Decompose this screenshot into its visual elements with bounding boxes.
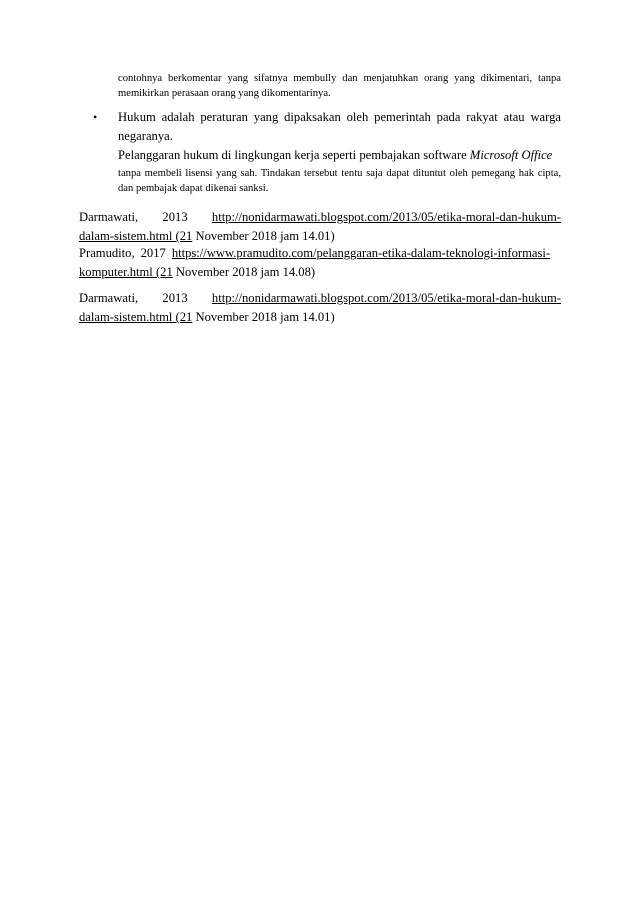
- example-lead: Pelanggaran hukum di lingkungan kerja seperti pembajakan software: [118, 148, 470, 162]
- bullet-icon: •: [93, 110, 98, 124]
- reference-year: 2013: [162, 291, 188, 305]
- example-rest: tanpa membeli lisensi yang sah. Tindakan tersebut tentu saja dapat dituntut oleh pemegang hak cipta, dan pembajak dapat dikenai sanksi.: [118, 168, 561, 194]
- example-paragraph: [118, 146, 561, 196]
- reference-author: Darmawati,: [79, 291, 139, 305]
- continuation-paragraph: contohnya berkomentar yang sifatnya membully dan menjatuhkan orang yang dikimentari, tanpa memikirkan perasaan orang yang dikomentarinya.: [118, 73, 561, 99]
- reference-year: 2017: [140, 246, 166, 260]
- reference-entry: [79, 244, 561, 282]
- reference-link[interactable]: http://nonidarmawati.blogspot.com/2013/05/etika-moral-dan-hukum-: [211, 210, 561, 224]
- reference-link[interactable]: http://nonidarmawati.blogspot.com/2013/05/etika-moral-dan-hukum-: [211, 291, 561, 305]
- reference-entry: [79, 289, 561, 327]
- reference-entry: [79, 208, 561, 246]
- reference-access: November 2018 jam 14.01): [192, 310, 335, 324]
- reference-author: Pramudito,: [79, 246, 135, 260]
- reference-link-continued[interactable]: komputer.html (21: [79, 265, 173, 279]
- reference-access: November 2018 jam 14.01): [192, 229, 335, 243]
- example-italic: Microsoft Office: [469, 148, 553, 162]
- reference-link-continued[interactable]: dalam-sistem.html (21: [79, 310, 193, 324]
- bullet-text: Hukum adalah peraturan yang dipaksakan oleh pemerintah pada rakyat atau warga negaranya.: [118, 110, 561, 143]
- reference-link[interactable]: https://www.pramudito.com/pelanggaran-etika-dalam-teknologi-informasi-: [171, 246, 551, 260]
- reference-link-continued[interactable]: dalam-sistem.html (21: [79, 229, 193, 243]
- reference-access: November 2018 jam 14.08): [172, 265, 316, 279]
- reference-author: Darmawati,: [79, 210, 139, 224]
- reference-year: 2013: [162, 210, 188, 224]
